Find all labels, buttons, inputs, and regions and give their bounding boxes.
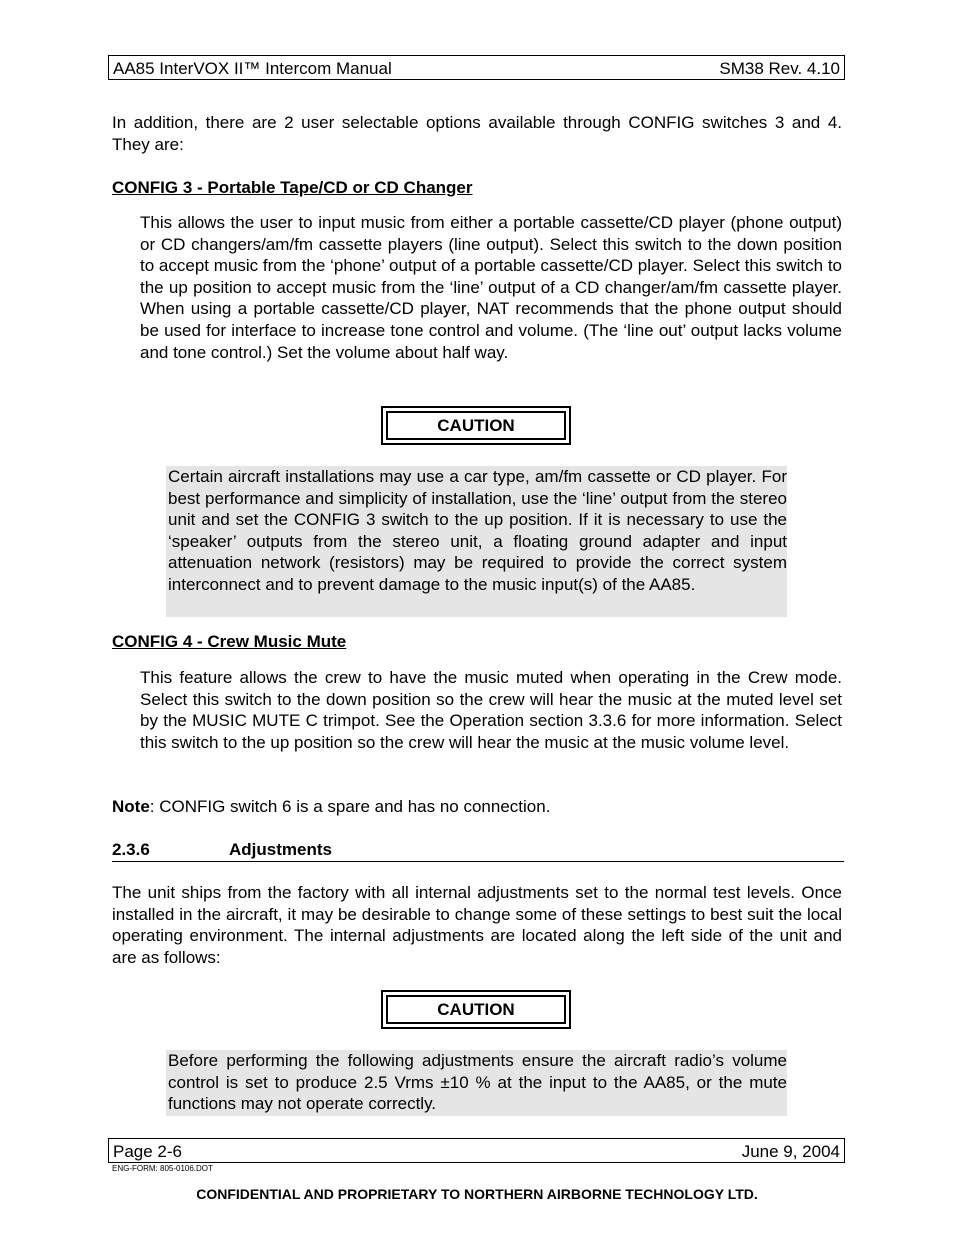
caution-box-2	[381, 990, 571, 1029]
page-date: June 9, 2004	[741, 1142, 840, 1161]
manual-revision: SM38 Rev. 4.10	[719, 59, 840, 78]
note-line	[112, 797, 550, 817]
caution-box-1	[381, 406, 571, 445]
adjustments-body: The unit ships from the factory with all internal adjustments set to the normal test levels. Once installed in the aircraft, it may be desirable to change some of these settings to best suit the local operating environment. The internal adjustments are located along the left side of the unit and are as follows:	[112, 883, 842, 967]
caution-text-2: Before performing the following adjustments ensure the aircraft radio’s volume control is set to produce 2.5 Vrms ±10 % at the input to the AA85, or the mute functions may not operate correctly.	[166, 1050, 787, 1116]
page-number: Page 2-6	[113, 1142, 182, 1161]
note-text: : CONFIG switch 6 is a spare and has no connection.	[149, 797, 551, 816]
section-title: Adjustments	[229, 840, 332, 859]
config4-heading: CONFIG 4 - Crew Music Mute	[112, 632, 347, 651]
section-rule	[112, 861, 844, 862]
config4-body: This feature allows the crew to have the music muted when operating in the Crew mode. Select this switch to the down position so the crew will hear the music at the muted level set by the MUSIC MUTE C trimpot. See the Operation section 3.3.6 for more information. Select this switch to the up position so the crew will hear the music at the music volume level.	[140, 668, 842, 752]
page-header	[108, 55, 845, 80]
config3-heading: CONFIG 3 - Portable Tape/CD or CD Changer	[112, 178, 473, 197]
page-footer	[108, 1138, 845, 1163]
form-id: ENG-FORM: 805-0106.DOT	[112, 1164, 213, 1173]
caution-label-2: CAUTION	[386, 995, 566, 1024]
config3-body: This allows the user to input music from either a portable cassette/CD player (phone output) or CD changers/am/fm cassette players (line output). Select this switch to the down position to accept music from the ‘phone’ output of a portable cassette/CD player. Select this switch to the up position to accept music from the ‘line’ output of a CD changer/am/fm cassette player. When using a portable cassette/CD player, NAT recommends that the phone output should be used for interface to increase tone control and volume. (The ‘line out’ output lacks volume and tone control.) Set the volume about half way.	[140, 213, 842, 362]
section-number: 2.3.6	[112, 840, 150, 859]
intro-paragraph: In addition, there are 2 user selectable options available through CONFIG switches 3 and 4. They are:	[112, 113, 842, 154]
manual-title: AA85 InterVOX II™ Intercom Manual	[113, 59, 392, 78]
caution-text-1: Certain aircraft installations may use a car type, am/fm cassette or CD player. For best performance and simplicity of installation, use the ‘line’ output from the stereo unit and set the CONFIG 3 switch to the up position. If it is necessary to use the ‘speaker’ outputs from the stereo unit, a floating ground adapter and input attenuation network (resistors) may be required to provide the correct system interconnect and to prevent damage to the music input(s) of the AA85.	[166, 466, 787, 617]
note-label: Note	[112, 797, 150, 816]
caution-label-1: CAUTION	[386, 411, 566, 440]
confidential-notice: CONFIDENTIAL AND PROPRIETARY TO NORTHERN AIRBORNE TECHNOLOGY LTD.	[196, 1186, 758, 1202]
